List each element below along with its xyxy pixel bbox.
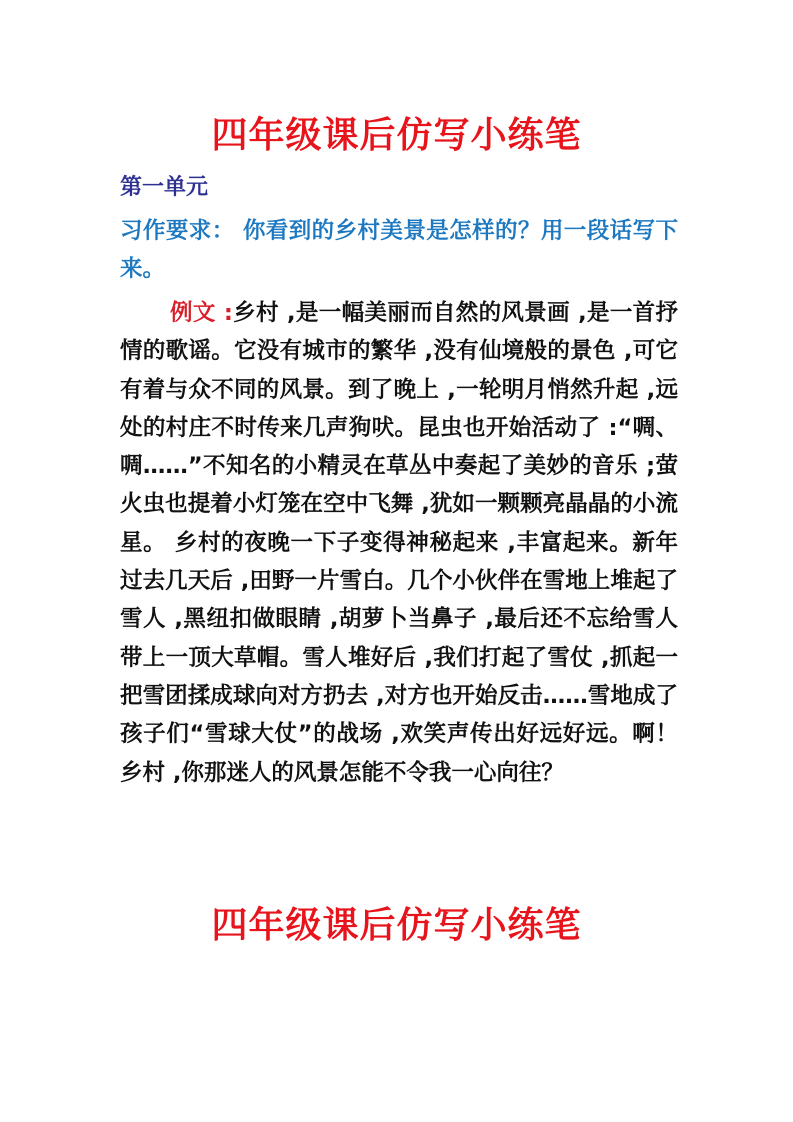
page-title: 四年级课后仿写小练笔: [211, 115, 582, 156]
repeated-page-title: 四年级课后仿写小练笔: [211, 905, 582, 946]
unit-heading: 第一单元: [120, 175, 209, 200]
writing-requirement: 习作要求： 你看到的乡村美景是怎样的？用一段话写下来。: [120, 218, 678, 282]
example-text: 乡村 ,是一幅美丽而自然的风景画 ,是一首抒情的歌谣。它没有城市的繁华 ,没有仙境般的景色 ,可它有着与众不同的风景。到了晚上 ,一轮明月悄然升起 ,远处的村庄不时传来几声狗吠。昆虫也开始活动了 :“啁、啁……”不知名的小精灵在草丛中奏起了美妙的音乐 ;萤火虫也提着小灯笼在空中飞舞 ,犹如一颗颗亮晶晶的小流星。 乡村的夜晚一下子变得神秘起来 ,丰富起来。新年过去几天后 ,田野一片雪白。几个小伙伴在雪地上堆起了雪人 ,黑纽扣做眼睛 ,胡萝卜当鼻子 ,最后还不忘给雪人带上一顶大草帽。雪人堆好后 ,我们打起了雪仗 ,抓起一把雪团揉成球向对方扔去 ,对方也开始反击……雪地成了孩子们“雪球大仗”的战场 ,欢笑声传出好远好远。啊！乡村 ,你那迷人的风景怎能不令我一心向往？: [120, 300, 678, 786]
example-essay: [120, 294, 678, 792]
example-label: 例文 :: [170, 300, 233, 326]
